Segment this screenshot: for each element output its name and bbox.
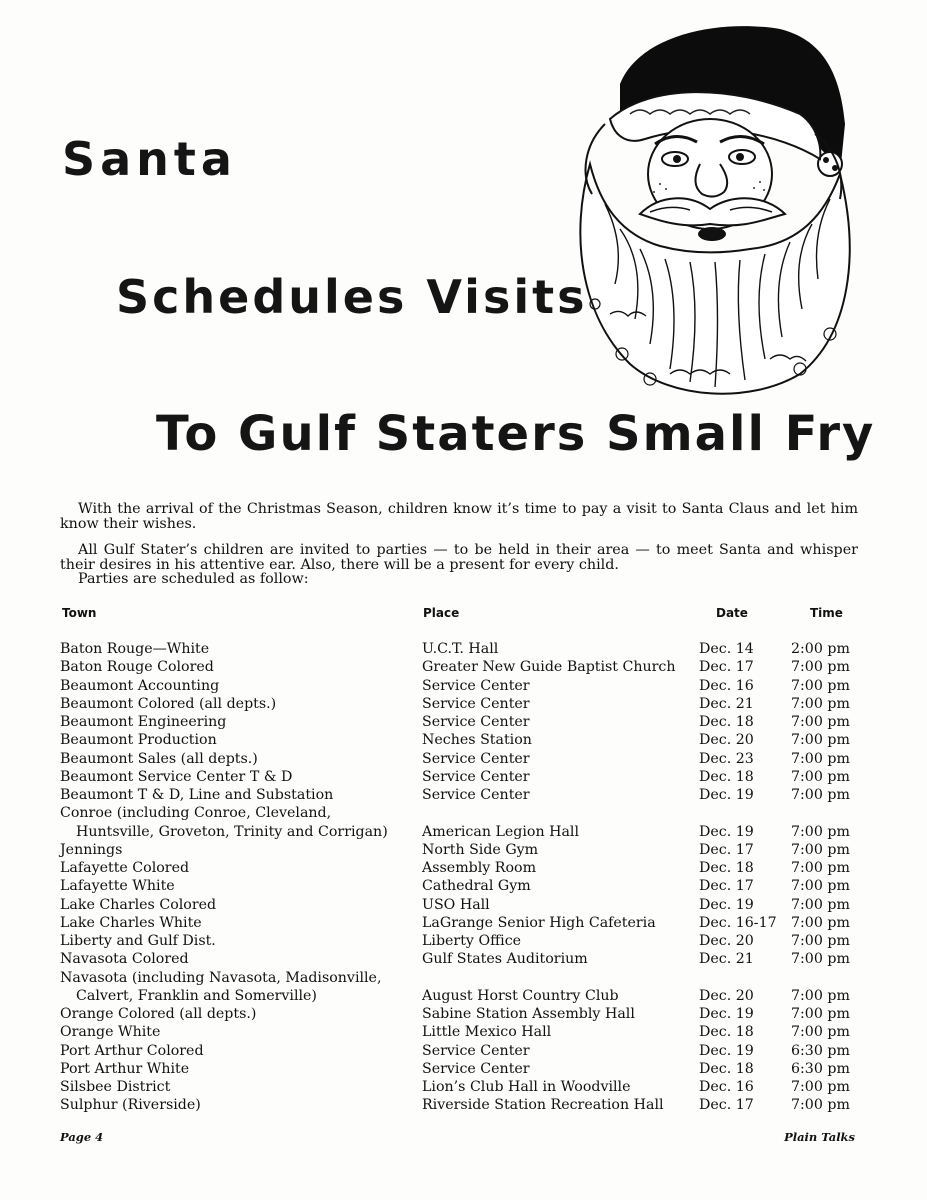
intro-paragraph-2 [60, 543, 858, 573]
cell-date: Dec. 19 [699, 1006, 754, 1022]
cell-time: 7:00 pm [791, 787, 850, 803]
cell-time: 7:00 pm [791, 914, 850, 931]
table-row [60, 1023, 860, 1041]
cell-place: Service Center [422, 695, 530, 712]
table-row [60, 1005, 860, 1023]
cell-time: 7:00 pm [791, 732, 850, 749]
cell-time: 7:00 pm [791, 750, 850, 767]
cell-town: Beaumont Service Center T & D [60, 768, 293, 785]
cell-town: Huntsville, Groveton, Trinity and Corrigan) [76, 823, 388, 840]
table-row [60, 859, 860, 877]
cell-place: Service Center [422, 768, 530, 785]
cell-time: 7:00 pm [791, 659, 850, 676]
table-row [60, 841, 860, 859]
table-row [60, 658, 860, 676]
cell-place: North Side Gym [422, 841, 539, 858]
cell-place: Liberty Office [422, 933, 522, 949]
cell-town: Calvert, Franklin and Somerville) [76, 987, 317, 1004]
table-row [60, 932, 860, 950]
cell-town: Beaumont Accounting [60, 677, 220, 694]
schedule-table [60, 640, 860, 1115]
column-header-place: Place [423, 606, 460, 620]
cell-date: Dec. 18 [699, 1024, 754, 1041]
table-row [60, 768, 860, 786]
cell-place: Service Center [422, 787, 530, 803]
cell-town: Silsbee District [60, 1079, 171, 1095]
cell-date: Dec. 16-17 [699, 914, 777, 931]
cell-time: 7:00 pm [791, 823, 850, 840]
cell-town: Navasota (including Navasota, Madisonville, [60, 969, 382, 986]
cell-date: Dec. 23 [699, 750, 754, 767]
cell-time: 7:00 pm [791, 878, 850, 895]
cell-place: Service Center [422, 750, 530, 767]
page-number: Page 4 [60, 1130, 104, 1144]
column-header-town: Town [62, 606, 97, 620]
intro-text-3: Parties are scheduled as follow: [78, 571, 309, 587]
cell-place: Service Center [422, 714, 530, 730]
headline-line-1: Santa [62, 132, 237, 186]
table-row [60, 731, 860, 749]
cell-place: Little Mexico Hall [422, 1024, 552, 1041]
cell-date: Dec. 21 [699, 951, 754, 968]
cell-place: Lion’s Club Hall in Woodville [422, 1079, 631, 1095]
cell-time: 7:00 pm [791, 1097, 850, 1114]
column-header-date: Date [716, 606, 748, 620]
cell-date: Dec. 18 [699, 714, 754, 730]
cell-place: USO Hall [422, 896, 490, 913]
cell-time: 7:00 pm [791, 896, 850, 913]
cell-date: Dec. 17 [699, 659, 754, 676]
cell-town: Liberty and Gulf Dist. [60, 933, 216, 949]
cell-town: Port Arthur White [60, 1060, 190, 1077]
table-row [60, 677, 860, 695]
cell-place: August Horst Country Club [422, 987, 619, 1004]
table-row [60, 1060, 860, 1078]
headline-line-3: To Gulf Staters Small Fry [156, 406, 876, 462]
cell-town: Port Arthur Colored [60, 1042, 204, 1059]
cell-town: Beaumont Engineering [60, 714, 227, 730]
cell-town: Beaumont Colored (all depts.) [60, 695, 277, 712]
table-row [60, 823, 860, 841]
cell-date: Dec. 18 [699, 768, 754, 785]
table-row [60, 804, 860, 822]
cell-town: Lafayette White [60, 878, 175, 895]
cell-time: 6:30 pm [791, 1042, 850, 1059]
cell-town: Beaumont T & D, Line and Substation [60, 787, 334, 803]
table-row [60, 713, 860, 731]
cell-time: 7:00 pm [791, 714, 850, 730]
table-row [60, 640, 860, 658]
cell-time: 7:00 pm [791, 1006, 850, 1022]
intro-text-2: All Gulf Stater’s children are invited to parties — to be held in their area — to meet Santa and whisper their desires in his attentive ear. Also, there will be a present for every child. [60, 542, 858, 573]
cell-date: Dec. 19 [699, 787, 754, 803]
cell-place: Assembly Room [422, 860, 537, 876]
cell-town: Baton Rouge Colored [60, 659, 214, 676]
cell-date: Dec. 17 [699, 1097, 754, 1114]
cell-place: Service Center [422, 1042, 530, 1059]
cell-place: Service Center [422, 677, 530, 694]
cell-town: Sulphur (Riverside) [60, 1097, 201, 1114]
cell-town: Navasota Colored [60, 951, 189, 968]
cell-date: Dec. 19 [699, 823, 754, 840]
cell-date: Dec. 18 [699, 860, 754, 876]
cell-time: 7:00 pm [791, 860, 850, 876]
table-row [60, 1078, 860, 1096]
cell-time: 7:00 pm [791, 677, 850, 694]
headline-line-2: Schedules Visits [116, 270, 588, 324]
cell-place: Gulf States Auditorium [422, 951, 588, 968]
table-row [60, 969, 860, 987]
table-row [60, 914, 860, 932]
cell-place: Sabine Station Assembly Hall [422, 1006, 635, 1022]
cell-place: Greater New Guide Baptist Church [422, 659, 676, 676]
cell-town: Lake Charles Colored [60, 896, 217, 913]
cell-date: Dec. 20 [699, 732, 754, 749]
table-row [60, 1096, 860, 1114]
santa-face-illustration [550, 14, 870, 404]
cell-town: Jennings [60, 841, 123, 858]
table-row [60, 877, 860, 895]
cell-time: 7:00 pm [791, 987, 850, 1004]
table-row [60, 1042, 860, 1060]
cell-time: 7:00 pm [791, 768, 850, 785]
cell-time: 7:00 pm [791, 841, 850, 858]
cell-date: Dec. 21 [699, 695, 754, 712]
cell-date: Dec. 16 [699, 1079, 754, 1095]
table-row [60, 695, 860, 713]
cell-time: 2:00 pm [791, 641, 850, 657]
cell-town: Baton Rouge—White [60, 641, 210, 657]
cell-town: Lafayette Colored [60, 860, 190, 876]
column-header-time: Time [810, 606, 843, 620]
cell-town: Beaumont Production [60, 732, 217, 749]
cell-place: LaGrange Senior High Cafeteria [422, 914, 656, 931]
cell-time: 7:00 pm [791, 1024, 850, 1041]
table-row [60, 896, 860, 914]
cell-date: Dec. 14 [699, 641, 754, 657]
cell-time: 7:00 pm [791, 933, 850, 949]
cell-time: 6:30 pm [791, 1060, 850, 1077]
cell-date: Dec. 17 [699, 878, 754, 895]
cell-place: American Legion Hall [422, 823, 579, 840]
cell-town: Lake Charles White [60, 914, 202, 931]
cell-town: Orange White [60, 1024, 161, 1041]
cell-time: 7:00 pm [791, 951, 850, 968]
cell-place: Neches Station [422, 732, 532, 749]
publication-name: Plain Talks [784, 1130, 855, 1144]
cell-place: Cathedral Gym [422, 878, 531, 895]
cell-time: 7:00 pm [791, 695, 850, 712]
cell-date: Dec. 16 [699, 677, 754, 694]
cell-date: Dec. 18 [699, 1060, 754, 1077]
table-row [60, 987, 860, 1005]
cell-town: Conroe (including Conroe, Cleveland, [60, 805, 332, 822]
cell-place: U.C.T. Hall [422, 641, 499, 657]
cell-place: Riverside Station Recreation Hall [422, 1097, 664, 1114]
table-row [60, 750, 860, 768]
cell-date: Dec. 19 [699, 1042, 754, 1059]
cell-time: 7:00 pm [791, 1079, 850, 1095]
intro-paragraph-3 [60, 572, 858, 587]
cell-date: Dec. 19 [699, 896, 754, 913]
cell-date: Dec. 20 [699, 987, 754, 1004]
table-row [60, 786, 860, 804]
intro-text-1: With the arrival of the Christmas Season, children know it’s time to pay a visit to Santa Claus and let him know their wishes. [60, 501, 858, 532]
table-row [60, 950, 860, 968]
intro-paragraph-1 [60, 502, 858, 532]
cell-town: Orange Colored (all depts.) [60, 1006, 257, 1022]
cell-date: Dec. 17 [699, 841, 754, 858]
cell-date: Dec. 20 [699, 933, 754, 949]
cell-place: Service Center [422, 1060, 530, 1077]
cell-town: Beaumont Sales (all depts.) [60, 750, 258, 767]
